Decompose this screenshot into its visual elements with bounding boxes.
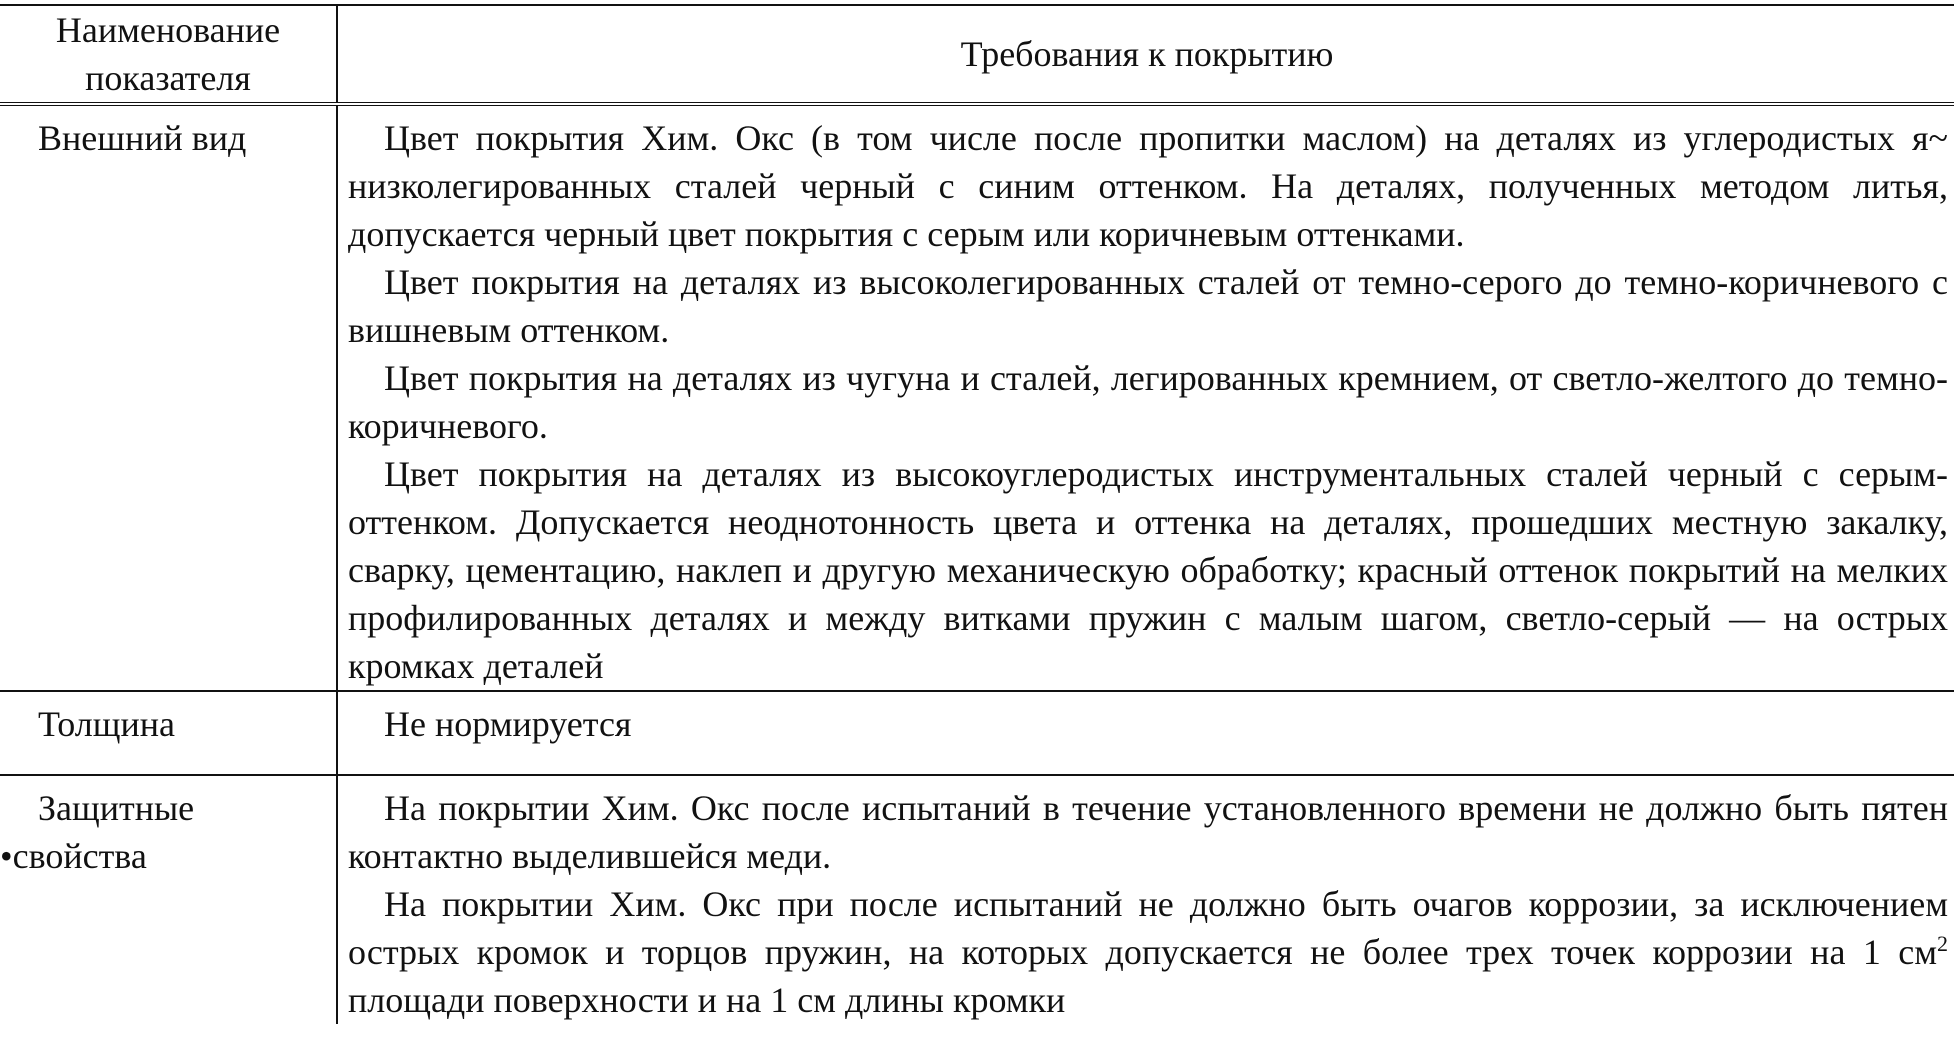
table-header-row: [0, 5, 1954, 104]
thickness-paragraph-1: Не нормируется: [384, 704, 632, 744]
protective-paragraph-2-main: На покрытии Хим. Окс при после испытаний не должно быть очагов коррозии, за исключением острых кромок и торцов пружин, на которых допускается не более трех точек коррозии на 1 см: [348, 884, 1948, 972]
protective-paragraph-2: [348, 880, 1948, 1024]
row-name-thickness: Толщина: [0, 691, 337, 775]
table-row-thickness: [0, 691, 1954, 775]
appearance-paragraph-4: Цвет покрытия на деталях из высокоуглеродистых инструментальных сталей черный с серым- оттенком. Допускается неоднотонность цвета и оттенка на деталях, прошедших местную закалку, сварку, цементацию, наклеп и другую механическую обработку; красный оттенок покрытий на мелких профилированных деталях и между витками пружин с малым шагом, светло-серый — на острых кромках деталей: [348, 454, 1948, 686]
square-superscript: 2: [1937, 931, 1948, 956]
protective-paragraph-2-tail: площади поверхности и на 1 см длины кромки: [348, 980, 1066, 1020]
header-name-line-1: Наименование: [55, 10, 281, 50]
row-requirements-protective-properties: [337, 775, 1954, 1024]
table-row-appearance: [0, 104, 1954, 691]
header-name-line-2: показателя: [85, 58, 251, 98]
protective-name-line-2: •свойства: [0, 836, 147, 876]
row-name-protective-properties: [0, 775, 337, 1024]
protective-paragraph-1: На покрытии Хим. Окс после испытаний в течение установленного времени не должно быть пятен контактно выделившейся меди.: [348, 788, 1948, 876]
row-name-appearance: Внешний вид: [0, 104, 337, 691]
table-row-protective-properties: [0, 775, 1954, 1024]
appearance-paragraph-1: Цвет покрытия Хим. Окс (в том числе после пропитки маслом) на деталях из углеродистых я~ низколегированных сталей черный с синим оттенком. На деталях, полученных методом литья, допускается черный цвет покрытия с серым или коричневым оттенками.: [348, 118, 1948, 254]
row-requirements-thickness: [337, 691, 1954, 775]
row-requirements-appearance: [337, 104, 1954, 691]
appearance-paragraph-3: Цвет покрытия на деталях из чугуна и сталей, легированных кремнием, от светло-желтого до темно-коричневого.: [348, 358, 1948, 446]
appearance-paragraph-2: Цвет покрытия на деталях из высоколегированных сталей от темно-серого до темно-коричневого с вишневым оттенком.: [348, 262, 1948, 350]
protective-name-line-1: Защитные: [38, 788, 195, 828]
header-indicator-name: [0, 5, 337, 104]
header-requirements: Требования к покрытию: [337, 5, 1954, 104]
coating-requirements-table: [0, 4, 1954, 1024]
